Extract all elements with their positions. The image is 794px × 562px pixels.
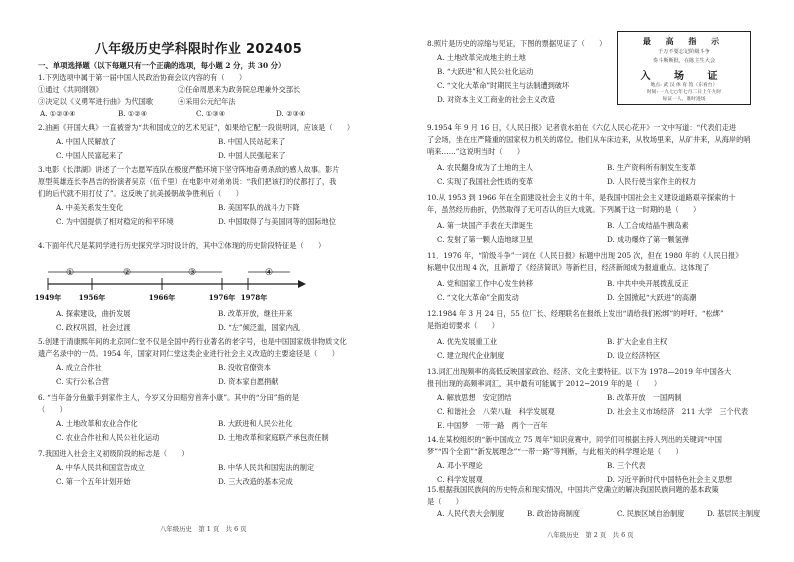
question-5-line-2: 遗产名录中的一员。1954 年，国家对同仁堂这类企业进行社会主义改造的主要途径是（ ） bbox=[38, 349, 339, 358]
q7-option-a[interactable]: A. 中华人民共和国宣告成立 bbox=[56, 463, 145, 472]
q14-option-b[interactable]: B. 三个代表 bbox=[607, 461, 646, 470]
stage-label-2: ② bbox=[122, 268, 132, 278]
q12-option-d[interactable]: D. 设立经济特区 bbox=[607, 351, 661, 360]
q5-option-b[interactable]: B. 没收官僚资本 bbox=[218, 363, 271, 372]
question-9-line-2: 了会场，坐在庄严隆重的国家权力机关的席位。他们从车床边来，从牧场里来，从矿井来，从海岸的哨 bbox=[427, 135, 751, 144]
q14-option-d[interactable]: D. 习近平新时代中国特色社会主义思想 bbox=[607, 475, 733, 484]
question-12-line-1: 12.1984 年 3 月 24 日，55 位厂长、经理联名在报纸上发出“请给我们松绑”的呼吁。“松绑” bbox=[427, 309, 724, 318]
q15-option-c[interactable]: C. 民族区域自治制度 bbox=[617, 509, 685, 518]
stage-label-3: ③ bbox=[187, 268, 197, 278]
q8-option-d[interactable]: D. 对资本主义工商业的社会主义改造 bbox=[437, 95, 555, 104]
q3-option-d[interactable]: D. 中国取得了与美国同等的国际地位 bbox=[218, 217, 336, 226]
page-footer: 八年级历史 第 1 页 共 6 页 bbox=[160, 525, 247, 533]
timeline-arrow bbox=[298, 280, 306, 288]
stage-label-1: ① bbox=[65, 268, 75, 278]
question-6-line-2: （ ） bbox=[38, 405, 67, 414]
ticket-location: 地点: 武 汉 体 育 馆（东看台） bbox=[650, 83, 718, 88]
q3-option-b[interactable]: B. 美国军队的战斗力下降 bbox=[218, 203, 300, 212]
question-13-line-1: 13.词汇出现频率的高低反映国家政治、经济、文化主要特征。以下为 1978—2019 年中国各大 bbox=[427, 367, 732, 376]
q14-option-c[interactable]: C. 科学发展观 bbox=[437, 475, 483, 484]
q1-option-a[interactable]: A. ①②③④ bbox=[40, 109, 76, 118]
question-3-line-2: 原型英雄连长李昌吉的扮演者吴京（伍千里）在电影中对弟弟说：“我们把该打的仗都打了，我 bbox=[38, 177, 337, 186]
ticket-time: 时间: 一九七○年七月二日上午九时 bbox=[646, 90, 722, 95]
question-8: 8.照片是历史的凉缩与见证，下图的票据见证了（ ） bbox=[427, 39, 607, 48]
q15-option-b[interactable]: B. 政治协商制度 bbox=[527, 509, 580, 518]
q4-option-c[interactable]: C. 政权巩固，社会过渡 bbox=[56, 323, 131, 332]
q1-item-4: ④采用公元纪年法 bbox=[178, 97, 236, 106]
question-14-line-2: 梦”“四个全面”“新发展理念”“一带一路”等判断，与此相关的科学理论是（ ） bbox=[427, 447, 683, 456]
q13-option-e[interactable]: E. 中国梦 一带一路 两个一百年 bbox=[437, 421, 548, 430]
question-3-line-1: 3.电影《长津湖》讲述了一个志愿军连队在极度严酷环境下坚守阵地奋勇杀敌的感人故事。影片 bbox=[38, 165, 340, 174]
question-1: 1.下列选项中属于第一届中国人民政治协商会议内容的有（ ） bbox=[38, 73, 247, 82]
ticket-slogan-2: 奏斗斯斯批，在陈主生大会 bbox=[652, 58, 716, 64]
q1-item-1: ①通过《共同纲领》 bbox=[38, 85, 103, 94]
question-11-line-1: 11．1976 年，“阶级斗争”一词在《人民日报》标题中出现 205 次，但在 1980 年的《人民日报》 bbox=[427, 251, 743, 260]
q8-option-b[interactable]: B. “大跃进”和人民公社化运动 bbox=[437, 67, 534, 76]
q4-option-b[interactable]: B. 改革开放，继往开来 bbox=[218, 309, 293, 318]
q5-option-d[interactable]: D. 资本家自愿捐献 bbox=[218, 377, 279, 386]
question-15-line-2: 是（ ） bbox=[427, 497, 463, 506]
year-1978: 1978年 bbox=[240, 293, 268, 302]
year-1949: 1949年 bbox=[34, 293, 62, 302]
question-14-line-1: 14.在某校组织的“新中国成立 75 周年”知识竞赛中，同学们可根据主持人列出的关键词“中国 bbox=[427, 435, 722, 444]
q12-option-b[interactable]: B. 扩大企业自主权 bbox=[607, 337, 668, 346]
q5-option-c[interactable]: C. 实行公私合营 bbox=[56, 377, 109, 386]
question-10-line-2: 年，虽然经历曲折，仍然取得了无可否认的巨大成就。下列属于这一时期的是（ ） bbox=[427, 205, 701, 214]
q6-option-c[interactable]: C. 农业合作社和人民公社化运动 bbox=[56, 433, 160, 442]
q15-option-d[interactable]: D. 基层民主制度 bbox=[707, 509, 761, 518]
q1-item-2: ②任命周恩来为政务院总理兼外交部长 bbox=[178, 85, 301, 94]
q8-option-a[interactable]: A. 土地改革完成地主的土地 bbox=[437, 53, 526, 62]
q13-option-a[interactable]: A. 解放思想 安定团结 bbox=[437, 393, 512, 402]
q7-option-c[interactable]: C. 第一个五年计划开始 bbox=[56, 477, 131, 486]
q6-option-b[interactable]: B. 大跃进和人民公社化 bbox=[218, 419, 293, 428]
year-1976: 1976年 bbox=[208, 293, 236, 302]
q10-option-d[interactable]: D. 成功爆炸了第一颗氢弹 bbox=[607, 235, 689, 244]
q9-option-a[interactable]: A. 农民翻身成为了土地的主人 bbox=[437, 163, 534, 172]
entrance-ticket-image bbox=[617, 31, 751, 105]
q9-option-d[interactable]: D. 人民行使当家作主的权力 bbox=[607, 177, 697, 186]
q3-option-c[interactable]: C. 为中国提供了相对稳定的和平环境 bbox=[56, 217, 174, 226]
q10-option-b[interactable]: B. 人工合成结晶牛胰岛素 bbox=[607, 221, 689, 230]
question-7: 7.我国进入社会主义初级阶段的标志是（ ） bbox=[38, 449, 189, 458]
q7-option-b[interactable]: B. 中华人民共和国宪法的制定 bbox=[218, 463, 315, 472]
q11-option-a[interactable]: A. 党和国家工作中心发生转移 bbox=[437, 279, 534, 288]
year-1966: 1966年 bbox=[148, 293, 176, 302]
question-13-line-2: 报刊出现的高频率词汇，其中最有可能属于 2012~2019 年的是（ ） bbox=[427, 379, 662, 388]
question-9-line-3: 哨来……”这说明当时（ ） bbox=[427, 147, 525, 156]
q11-option-b[interactable]: B. 中共中央开展拨乱反正 bbox=[607, 279, 689, 288]
q13-option-c[interactable]: C. 和谐社会 八荣八耻 科学发展观 bbox=[437, 407, 555, 416]
page-title: 八年级历史学科限时作业 202405 bbox=[94, 42, 303, 57]
question-4: 4.下面年代尺是某同学进行历史探究学习时设计的，其中②体现的历史阶段特征是（ ） bbox=[38, 241, 326, 250]
q11-option-c[interactable]: C. “文化大革命”全面发动 bbox=[437, 293, 519, 302]
q10-option-c[interactable]: C. 发射了第一颗人造地球卫星 bbox=[437, 235, 534, 244]
q15-option-a[interactable]: A. 人民代表大会制度 bbox=[437, 509, 505, 518]
q1-option-b[interactable]: B. ①②④ bbox=[118, 109, 148, 118]
q1-item-3: ③决定以《义勇军进行曲》为代国歌 bbox=[38, 97, 154, 106]
q4-option-a[interactable]: A. 探索建设，曲折发展 bbox=[56, 309, 131, 318]
ticket-heading: 最 高 指 示 bbox=[642, 36, 726, 46]
question-12-line-2: 是指迫切要求（ ） bbox=[427, 321, 499, 330]
q8-option-c[interactable]: C. “文化大革命”时期民主与法制遭到破坏 bbox=[437, 81, 570, 90]
q13-option-d[interactable]: D. 社会主义市场经济 211 大学 三个代表 bbox=[607, 407, 749, 416]
q2-option-d[interactable]: D. 中国人民强起来了 bbox=[218, 151, 286, 160]
q5-option-a[interactable]: A. 成立合作社 bbox=[56, 363, 102, 372]
timeline-figure bbox=[34, 262, 310, 308]
question-10-line-1: 10.从 1953 到 1966 年在全面建设社会主义的十年，是我国中国社会主义建设道路艰辛探索的十 bbox=[427, 193, 736, 202]
stage-label-4: ④ bbox=[264, 268, 274, 278]
year-1956: 1956年 bbox=[78, 293, 106, 302]
q11-option-d[interactable]: D. 全国掀起“大跃进”的高潮 bbox=[607, 293, 697, 302]
q13-option-b[interactable]: B. 改革开放 一国两制 bbox=[607, 393, 682, 402]
q1-option-c[interactable]: C. ①③④ bbox=[196, 109, 226, 118]
q9-option-b[interactable]: B. 生产资料所有制发生变革 bbox=[607, 163, 696, 172]
question-5-line-1: 5.创建于清康熙年间的北京同仁堂不仅是全国中药行业著名的老字号，也是中国国家级非物质文化 bbox=[38, 337, 347, 346]
q2-option-c[interactable]: C. 中国人民富起来了 bbox=[56, 151, 124, 160]
q1-option-d[interactable]: D. ②③④ bbox=[276, 109, 306, 118]
q7-option-d[interactable]: D. 三大改造的基本完成 bbox=[218, 477, 293, 486]
q6-option-d[interactable]: D. 土地改革和家庭联产承包责任制 bbox=[218, 433, 329, 442]
question-11-line-2: 标题中仅出现 4 次，且新增了《经济简讯》等新栏目，经济新闻成为报道重点。这体现了 bbox=[427, 263, 710, 272]
page-footer: 八年级历史 第 2 页 共 6 页 bbox=[547, 531, 634, 539]
q4-option-d[interactable]: D. “左”倾泛滥，国家内乱 bbox=[218, 323, 301, 332]
q6-option-a[interactable]: A. 土地改革和农业合作化 bbox=[56, 419, 138, 428]
question-6-line-1: 6. “当年备分鱼撤手到家作主人，今岁又分田赔穷首奔小康”。其中的“分田”指的是 bbox=[38, 393, 300, 402]
q10-option-a[interactable]: A. 第一块国产手表在天津诞生 bbox=[437, 221, 534, 230]
question-15-line-1: 15.根据我国民族间的历史特点和现实情况，中国共产党确立的解决我国民族问题的基本政策 bbox=[427, 485, 719, 494]
q2-option-a[interactable]: A. 中国人民解放了 bbox=[56, 137, 117, 146]
section-heading: 一、单项选择题（以下每题只有一个正确的选项，每小题 2 分，共 30 分） bbox=[38, 61, 286, 70]
ticket-slogan-1: 千万不要忘记阶级斗争 bbox=[658, 49, 710, 55]
q12-option-c[interactable]: C. 建立现代企业制度 bbox=[437, 351, 505, 360]
q3-option-a[interactable]: A. 中美关系发生变化 bbox=[56, 203, 124, 212]
question-3-line-3: 们的后代就不用打仗了”。这反映了抗美援朝战争胜利后（ ） bbox=[38, 189, 243, 198]
q12-option-a[interactable]: A. 优先发展重工业 bbox=[437, 337, 498, 346]
question-9-line-1: 9.1954 年 9 月 16 日，《人民日报》记者袁水拍在《六亿人民心花开》一文中写道：“代表们走进 bbox=[427, 123, 737, 132]
ticket-title: 入 场 证 bbox=[640, 71, 728, 82]
q14-option-a[interactable]: A. 邓小平理论 bbox=[437, 461, 483, 470]
question-2: 2.油画《开国大典》一直被誉为“共和国成立的艺术见证”，如果给它配一段说明词，应该是（ ） bbox=[38, 123, 355, 132]
q9-option-c[interactable]: C. 实现了我国社会性质的变革 bbox=[437, 177, 534, 186]
q2-option-b[interactable]: B. 中国人民站起来了 bbox=[218, 137, 286, 146]
ticket-note: 每证一人，准时进场 bbox=[662, 97, 706, 102]
